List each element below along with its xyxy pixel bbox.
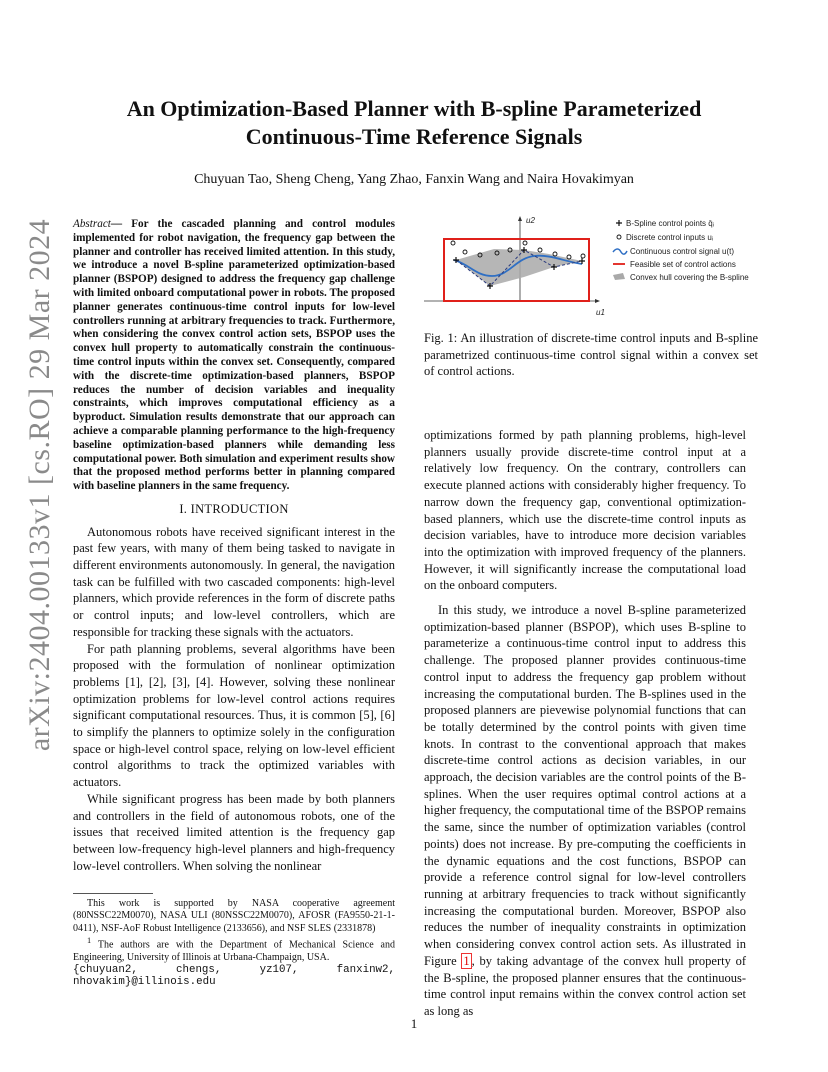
intro-paragraph: While significant progress has been made by both planners and controllers in the field of autonomous robots, one of the issues that received limited attention is the frequency gap between low-frequency high-level planners and high-frequency low-level controllers. When solving the nonlinear — [73, 791, 395, 873]
u1-axis-label: u1 — [596, 308, 605, 317]
intro-paragraph: Autonomous robots have received significant interest in the past few years, with many of them being tasked to navigate in different environments autonomously. In general, the navigation task can be fulfilled with two cascaded components: high-level planners, which provide references in the form of discrete paths or control inputs; and low-level controllers, which are responsible for tracking these signals with the actuators. — [73, 524, 395, 639]
u2-axis-arrow — [518, 216, 522, 221]
footnote-rule — [73, 893, 153, 894]
title-line-2: Continuous-Time Reference Signals — [245, 124, 583, 149]
u1-axis-arrow — [595, 299, 600, 303]
author-list: Chuyuan Tao, Sheng Cheng, Yang Zhao, Fanxin Wang and Naira Hovakimyan — [194, 172, 634, 187]
page-number: 1 — [410, 1016, 418, 1031]
arxiv-identifier: arXiv:2404.00133v1 [cs.RO] 29 Mar 2024 — [23, 218, 56, 752]
footnote-affiliation-text: The authors are with the Department of Mechanical Science and Engineering, University of Illinois at Urbana-Champaign, USA. — [73, 939, 395, 963]
legend-discrete-inputs: Discrete control inputs uᵢ — [626, 233, 714, 242]
footnotes — [73, 893, 395, 988]
figure-reference-link[interactable]: 1 — [463, 953, 470, 968]
title-line-1: An Optimization-Based Planner with B-spline Parameterized — [126, 96, 702, 121]
left-column — [73, 218, 395, 874]
intro-paragraph: For path planning problems, several algorithms have been proposed with the formulation of nonlinear optimization problems [1], [2], [3], [4]. However, solving these nonlinear optimization problems for low-level control actions requires significant computational resources. Thus, it is common [5], [6] to simplify the planners to optimize solely in the configuration space or high-level control space, relying on low-level efficient control algorithms to track the optimized variables with actuators. — [73, 641, 395, 790]
section-heading-introduction: I. INTRODUCTION — [179, 501, 289, 516]
figure-caption: Fig. 1: An illustration of discrete-time control inputs and B-spline parametrized continuous-time control signal within a convex set of control actions. — [424, 331, 758, 379]
arxiv-identifier-stamp — [10, 218, 70, 752]
figure-1-illustration — [424, 212, 760, 317]
body-paragraph: optimizations formed by path planning problems, high-level planners usually provide discrete-time control input at a relatively low frequency. On the contrary, controllers can execute planned actions with considerably higher frequency. To narrow down the frequency gap, conventional optimization-based planners, which use the discrete-time control inputs as decision variables, have to introduce more decision variables into the optimization with improved frequency of the planners. However, it will significantly increase the computational load on the onboard computers. — [424, 428, 746, 593]
figure-legend — [613, 219, 749, 282]
paper-title — [90, 95, 738, 151]
legend-continuous-signal: Continuous control signal u(t) — [630, 247, 735, 256]
footnote-mark: 1 — [87, 935, 92, 945]
body-paragraph — [424, 602, 746, 1020]
legend-control-points: B-Spline control points q̄ᵢ — [626, 219, 714, 228]
footnote-affiliation — [73, 935, 395, 964]
u2-axis-label: u2 — [526, 216, 535, 225]
legend-feasible-set: Feasible set of control actions — [630, 260, 736, 269]
footnote-funding: This work is supported by NASA cooperative agreement (80NSSC22M0070), NASA ULI (80NSSC22M0070), AFOSR (FA9550-21-1-0411), NSF-AoF Robust Intelligence (2133656), and NSF SLES (2331878) — [73, 898, 395, 934]
right-column — [424, 427, 746, 1020]
figure-1 — [424, 212, 760, 317]
footnote-emails: {chuyuan2, chengs, yz107, fanxinw2, nhovakim}@illinois.edu — [73, 963, 395, 989]
legend-convex-hull: Convex hull covering the B-spline — [630, 273, 749, 282]
abstract — [73, 218, 395, 494]
body-paragraph-text: , by taking advantage of the convex hull property of the B-spline, the proposed planner ensures that the continuous-time control input remains within the convex control action set as long as — [424, 953, 746, 1018]
abstract-text: — For the cascaded planning and control modules implemented for robot navigation, the frequency gap between the planner and controller has received limited attention. In this study, we introduce a novel B-spline parameterized optimization-based planner (BSPOP) designed to address the frequency gap challenge with limited onboard computational power in robots. The proposed planner generates continuous-time control inputs for low-level controllers running at arbitrary frequencies to track. Furthermore, when considering the convex control action sets, BSPOP uses the convex hull property to automatically constrain the continuous-time control inputs within the convex set. Consequently, compared with the discrete-time optimization-based planners, BSPOP reduces the number of decision variables and inequality constraints, which improves computational efficiency as a byproduct. Simulation results demonstrate that our approach can achieve a comparable planning performance to the high-frequency baseline optimization-based planners while demanding less computational power. Both simulation and experiment results show that the proposed method performs better in planning compared with baseline planners in the same frequency. — [73, 218, 395, 493]
body-paragraph-text: In this study, we introduce a novel B-spline parameterized optimization-based planner (BSPOP), which uses B-spline to parameterize a continuous-time control input to address this challenge. The proposed planner provides continuous-time control input to address the frequency gap problem without increasing the computational burden. The B-splines used in the proposed planners are pievewise polynomial functions that can be totally determined by the control points with given time knots. In contrast to the conventional approach that makes discrete-time control actions as decision variables, in our approach, the decision variables are the control points of the B-splines. When the user requires optimal control actions at a higher frequency, the computational time of the BSPOP remains the same, since the number of optimization variables (control points) does not increase. By pre-computing the coefficients in the dynamic equations and the cost functions, BSPOP can provide a reference control signal for low-level controllers running at arbitrary frequencies to track without significantly increasing the computational burden. Moreover, BSPOP also reduces the number of inequality constraints in optimization when considering convex control action sets. As illustrated in Figure — [424, 603, 746, 968]
abstract-label: Abstract — [73, 218, 111, 230]
convex-hull-shape — [456, 249, 582, 286]
